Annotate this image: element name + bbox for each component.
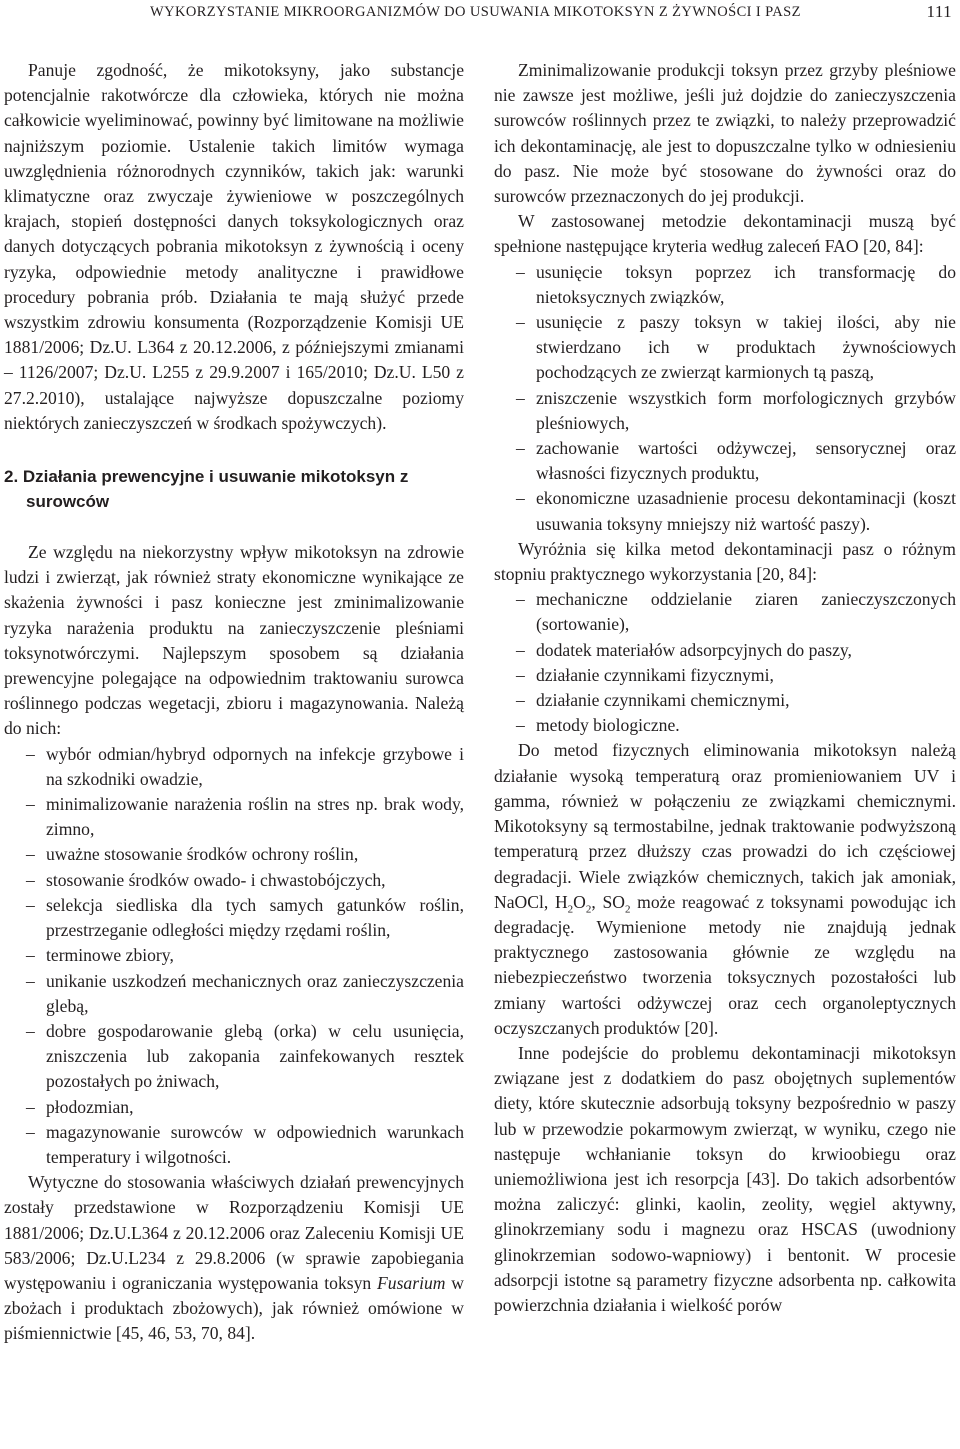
list-item: – wybór odmian/hybryd odpornych na infekcje grzybowe i na szkodniki owadzie, <box>4 742 464 792</box>
paragraph-criteria: W zastosowanej metodzie dekontaminacji muszą być spełnione następujące kryteria według zaleceń FAO [20, 84]: <box>494 211 956 257</box>
list-item: – działanie czynnikami fizycznymi, <box>494 663 956 688</box>
list-item: – uważne stosowanie środków ochrony roślin, <box>4 842 464 867</box>
physical-text-a: Do metod fizycznych eliminowania mikotoksyn należą działanie wysoką temperaturą oraz promieniowaniem UV i gamma, również w połączeniu ze związkami chemicznymi. Mikotoksyny są termostabilne, jednak traktowanie podwyższoną temperaturą przez dłuższy czas prowadzi do ich częściowej degradacji. Wiele związków chemicznych, takich jak amoniak, NaOCl, H <box>494 740 956 912</box>
list-item: – zniszczenie wszystkich form morfologicznych grzybów pleśniowych, <box>494 386 956 436</box>
guidelines-text-b: w zbożach i produktach zbożowych), jak również omówione w piśmiennictwie [45, 46, 53, 70, 84]. <box>4 1272 464 1344</box>
list-item: – magazynowanie surowców w odpowiednich warunkach temperatury i wilgotności. <box>4 1120 464 1170</box>
list-item: – płodozmian, <box>4 1095 464 1120</box>
page-header <box>0 0 960 30</box>
list-item: – selekcja siedliska dla tych samych gatunków roślin, przestrzeganie odległości między rzędami roślin, <box>4 893 464 943</box>
list-item: – działanie czynnikami chemicznymi, <box>494 688 956 713</box>
list-item: – ekonomiczne uzasadnienie procesu dekontaminacji (koszt usuwania toksyny mniejszy niż wartość paszy). <box>494 486 956 536</box>
methods-list <box>494 587 956 738</box>
paragraph-methods: Wyróżnia się kilka metod dekontaminacji pasz o różnym stopniu praktycznego wykorzystania [20, 84]: <box>494 538 956 585</box>
list-item: – unikanie uszkodzeń mechanicznych oraz zanieczyszczenia glebą, <box>4 969 464 1019</box>
list-item: – zachowanie wartości odżywczej, sensorycznej oraz własności fizycznych produktu, <box>494 436 956 486</box>
right-column <box>494 58 956 1318</box>
list-item: – stosowanie środków owado- i chwastobójczych, <box>4 868 464 893</box>
paragraph-adsorbents: Inne podejście do problemu dekontaminacji mikotoksyn związane jest z dodatkiem do pasz obojętnych suplementów diety, które skutecznie adsorbują toksyny bezpośrednio w paszy lub w przewodzie pokarmowym zwierząt, w wyniku, czego nie następuje wchłanianie toksyn do krwioobiegu oraz uniemożliwiona jest ich resorpcja [43]. Do takich adsorbentów można zaliczyć: glinki, kaolin, zeolity, węgiel aktywny, glinokrzemiany sodu i magnezu oraz HSCAS (uwodniony glinokrzemian sodowo-wapniowy) i bentonit. W procesie adsorpcji istotne są parametry fizyczne adsorbenta np. całkowita powierzchnia działania i wielkość porów <box>494 1042 956 1315</box>
left-column <box>4 58 464 1347</box>
criteria-list <box>494 260 956 537</box>
list-item: – terminowe zbiory, <box>4 943 464 968</box>
physical-text-b: O <box>573 891 586 912</box>
paragraph-minimization: Zminimalizowanie produkcji toksyn przez grzyby pleśniowe nie zawsze jest możliwe, jeśli już dojdzie do zanieczyszczenia surowców roślinnych przez te związki, to należy przeprowadzić ich dekontaminację, ale jest to dopuszczalne tylko w odniesieniu do pasz. Nie może być stosowane do żywności oraz do surowców przeznaczonych do jej produkcji. <box>494 60 956 207</box>
paragraph-physical-methods <box>494 738 956 1040</box>
subscript: 2 <box>624 903 631 916</box>
physical-text-d: może reagować z toksynami powodując ich degradację. Wymienione metody nie znajdują jednak praktycznego zastosowania głównie ze względu na niebezpieczeństwo tworzenia toksycznych pozostałości lub zmiany wartości odżywczej oraz cech organoleptycznych oczyszczanych produktów [20]. <box>494 891 956 1038</box>
list-item: – dodatek materiałów adsorpcyjnych do paszy, <box>494 638 956 663</box>
list-item: – usunięcie toksyn poprzez ich transformację do nietoksycznych związków, <box>494 260 956 310</box>
subscript: 2 <box>567 903 574 916</box>
paragraph-limits: Panuje zgodność, że mikotoksyny, jako substancje potencjalnie rakotwórcze dla człowieka, których nie można całkowicie wyeliminować, powinny być limitowane na możliwie najniższym poziomie. Ustalenie takich limitów wymaga uwzględnienia różnorodnych czynników, takich jak: warunki klimatyczne oraz zwyczaje żywieniowe w poszczególnych krajach, stopień dostępności danych toksykologicznych oraz danych dotyczących pobrania mikotoksyn z żywnością i oceny ryzyka, odpowiednie metody analityczne i prawidłowe procedury pobrania prób. Działania te mają służyć przede wszystkim zdrowiu konsumenta (Rozporządzenie Komisji UE 1881/2006; Dz.U. L364 z 20.12.2006, z późniejszymi zmianami – 1126/2007; Dz.U. L255 z 29.9.2007 i 165/2010; Dz.U. L50 z 27.2.2010), ustalające najwyższe dopuszczalne poziomy niektórych zanieczyszczeń w środkach spożywczych). <box>4 60 464 433</box>
list-item: – dobre gospodarowanie glebą (orka) w celu usunięcia, zniszczenia lub zakopania zainfekowanych resztek pozostałych po żniwach, <box>4 1019 464 1095</box>
prevention-list <box>4 742 464 1170</box>
list-item: – usunięcie z paszy toksyn w takiej ilości, aby nie stwierdzano ich w produktach żywnościowych pochodzących ze zwierząt karmionych tą paszą, <box>494 310 956 386</box>
paragraph-guidelines <box>4 1170 464 1346</box>
physical-text-c: , SO <box>591 891 625 912</box>
running-title: WYKORZYSTANIE MIKROORGANIZMÓW DO USUWANIA MIKOTOKSYN Z ŻYWNOŚCI I PASZ <box>150 4 801 20</box>
list-item: – minimalizowanie narażenia roślin na stres np. brak wody, zimno, <box>4 792 464 842</box>
genus-name: Fusarium <box>377 1272 446 1293</box>
list-item: – metody biologiczne. <box>494 713 956 738</box>
section-heading: 2. Działania prewencyjne i usuwanie mikotoksyn z surowców <box>4 467 409 512</box>
list-item: – mechaniczne oddzielanie ziaren zanieczyszczonych (sortowanie), <box>494 587 956 637</box>
guidelines-text-a: Wytyczne do stosowania właściwych działań prewencyjnych zostały przedstawione w Rozporządzeniu Komisji UE 1881/2006; Dz.U.L364 z 20.12.2006 oraz Zaleceniu Komisji UE 583/2006; Dz.U.L234 z 29.8.2006 (w sprawie zapobiegania występowaniu i ograniczania występowania toksyn <box>4 1172 464 1293</box>
page-number: 111 <box>926 2 952 21</box>
paragraph-prevention: Ze względu na niekorzystny wpływ mikotoksyn na zdrowie ludzi i zwierząt, jak również straty ekonomiczne wynikające ze skażenia żywności i pasz konieczne jest zminimalizowanie ryzyka narażenia produktu na zanieczyszczenie pleśniami toksynotwórczymi. Najlepszym sposobem są działania prewencyjne polegające na odpowiednim traktowaniu surowca roślinnego podczas wegetacji, zbioru i magazynowania. Należą do nich: <box>4 542 464 739</box>
subscript: 2 <box>585 903 592 916</box>
